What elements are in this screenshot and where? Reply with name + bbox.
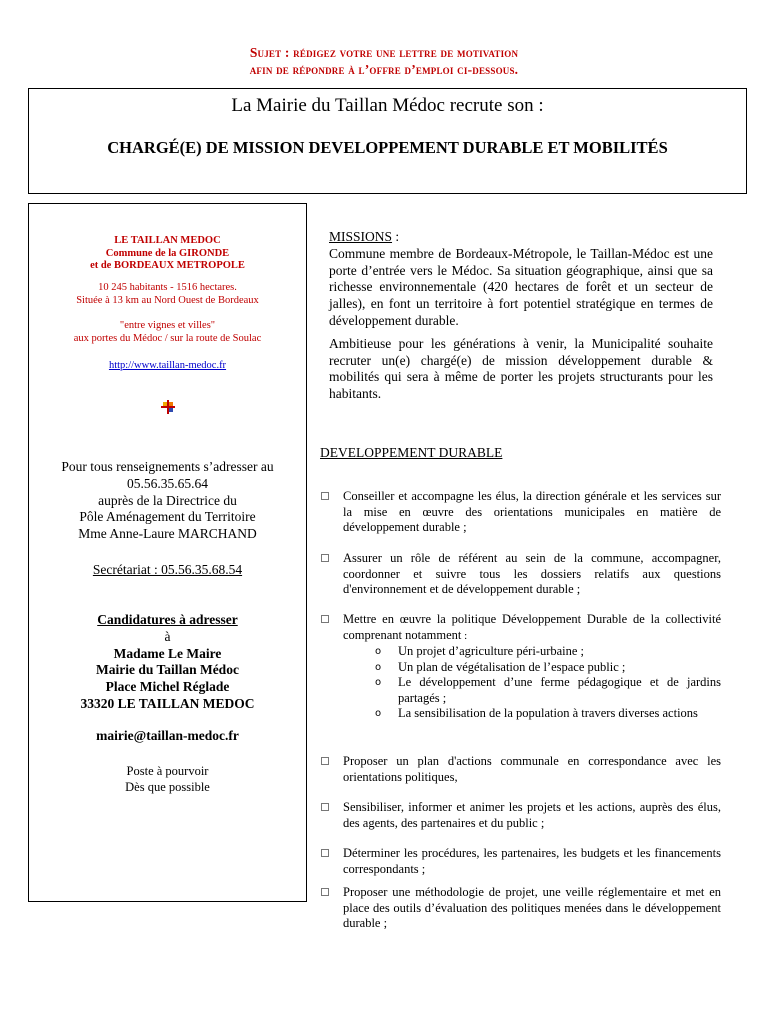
contact-sidebar (28, 203, 307, 902)
list-item-text: Assurer un rôle de référent au sein de la commune, accompagner, coordonner et suivre tous les dossiers relatifs aux questions d'environnement et de développement durable ; (343, 551, 721, 596)
motto-line: "entre vignes et villes" (119, 320, 216, 331)
list-item-text: Déterminer les procédures, les partenaires, les budgets et les financements correspondants ; (343, 846, 721, 876)
sub-item-text: Un plan de végétalisation de l’espace public ; (398, 659, 626, 674)
secretariat-phone: Secrétariat : 05.56.35.68.54 (92, 562, 243, 577)
list-item-text: Proposer un plan d'actions communale en correspondance avec les orientations politiques, (343, 754, 721, 784)
applications-title: Candidatures à adresser (97, 612, 238, 627)
info-line: Pôle Aménagement du Territoire (79, 509, 256, 525)
sub-list-item (320, 706, 721, 722)
post-line: Poste à pourvoir (126, 764, 209, 778)
sub-item-text: La sensibilisation de la population à travers diverses actions (398, 706, 698, 720)
circle-bullet-icon: o (375, 677, 382, 688)
town-line: et de BORDEAUX METROPOLE (90, 260, 245, 271)
subject-line-1: Sujet : rédigez votre une lettre de motivation (249, 45, 519, 60)
circle-bullet-icon: o (375, 646, 382, 657)
stats-line: Située à 13 km au Nord Ouest de Bordeaux (76, 294, 259, 306)
sub-list-item (320, 660, 721, 676)
list-item-text (343, 612, 721, 644)
missions-paragraph-1: Commune membre de Bordeaux-Métropole, le Taillan-Médoc est une porte d’entrée vers le Médoc. Sa situation géographique, ainsi que sa richesse environnementale (420 hectares de forêt et un secteur de jalles), en font un territoire à fort potentiel stratégique en termes de développement durable. (329, 245, 713, 328)
sub-item-text: Un projet d’agriculture péri-urbaine ; (398, 644, 585, 658)
list-item (320, 754, 721, 785)
website-block (29, 360, 306, 373)
contact-info (29, 459, 306, 543)
sub-list-item (320, 675, 721, 706)
list-item (320, 800, 721, 831)
position-availability (29, 764, 306, 795)
contact-email: mairie@taillan-medoc.fr (96, 728, 239, 743)
town-motto (29, 320, 306, 345)
job-title: CHARGÉ(E) DE MISSION DEVELOPPEMENT DURABLE ET MOBILITÉS (107, 138, 668, 157)
missions-heading (329, 229, 713, 246)
application-address (29, 612, 306, 713)
list-item (320, 612, 721, 722)
list-item (320, 885, 721, 932)
header-recruits: La Mairie du Taillan Médoc recrute son : (231, 95, 544, 116)
town-line: LE TAILLAN MEDOC (114, 235, 221, 246)
list-item (320, 551, 721, 598)
town-stats (29, 282, 306, 307)
missions-paragraph-2: Ambitieuse pour les générations à venir, la Municipalité souhaite recruter un(e) chargé(e) de mission développement durable & mobilités qui sera à même de porter les projets structurants pour les habitants. (329, 335, 713, 402)
sub-list-item (320, 644, 721, 660)
checkbox-bullet-icon (321, 554, 329, 562)
address-line: Madame Le Maire (113, 645, 222, 661)
info-line: Pour tous renseignements s’adresser au (61, 459, 274, 474)
missions-section (329, 229, 713, 403)
address-line: Place Michel Réglade (105, 679, 230, 695)
job-header (28, 88, 747, 194)
list-item-text: Sensibiliser, informer et animer les projets et les actions, auprès des élus, des agents, des partenaires et du public ; (343, 800, 721, 830)
list-item-colon: : (461, 629, 468, 642)
contact-phone: 05.56.35.65.64 (127, 475, 208, 491)
section-title: DEVELOPPEMENT DURABLE (320, 445, 503, 460)
town-logo-icon (161, 400, 175, 414)
list-item-main: Mettre en œuvre la politique Développement Durable de la collectivité comprenant notamment (343, 612, 721, 642)
applications-to: à (164, 628, 171, 644)
circle-bullet-icon: o (375, 708, 382, 719)
checkbox-bullet-icon (321, 849, 329, 857)
list-item (320, 846, 721, 877)
sub-item-text: Le développement d’une ferme pédagogique et de jardins partagés ; (398, 675, 721, 705)
stats-line: 10 245 habitants - 1516 hectares. (98, 282, 237, 293)
address-line: 33320 LE TAILLAN MEDOC (80, 695, 255, 711)
town-block (29, 235, 306, 273)
subject-line-2: afin de répondre à l’offre d’emploi ci-dessous. (249, 62, 519, 77)
list-item-text: Proposer une méthodologie de projet, une veille réglementaire et met en place des outils d’évaluation des politiques menées dans le développement durable ; (343, 885, 721, 930)
checkbox-bullet-icon (321, 492, 329, 500)
subject (0, 44, 768, 78)
website-link[interactable]: http://www.taillan-medoc.fr (108, 360, 227, 371)
missions-title: MISSIONS (329, 229, 393, 244)
checkbox-bullet-icon (321, 888, 329, 896)
contact-person: Mme Anne-Laure MARCHAND (78, 526, 257, 542)
post-line: Dès que possible (125, 779, 210, 794)
checkbox-bullet-icon (321, 615, 329, 623)
list-item (320, 489, 721, 536)
town-line: Commune de la GIRONDE (105, 247, 230, 259)
missions-colon: : (392, 229, 400, 244)
list-item-text: Conseiller et accompagne les élus, la direction générale et les services sur la mise en œuvre des orientations municipales en matière de développement durable ; (343, 489, 721, 534)
circle-bullet-icon: o (375, 661, 382, 673)
sub-list (320, 644, 721, 722)
motto-line: aux portes du Médoc / sur la route de Soulac (73, 332, 262, 344)
checkbox-bullet-icon (321, 803, 329, 811)
checkbox-bullet-icon (321, 757, 329, 765)
address-line: Mairie du Taillan Médoc (96, 662, 239, 678)
info-line: auprès de la Directrice du (98, 492, 237, 508)
